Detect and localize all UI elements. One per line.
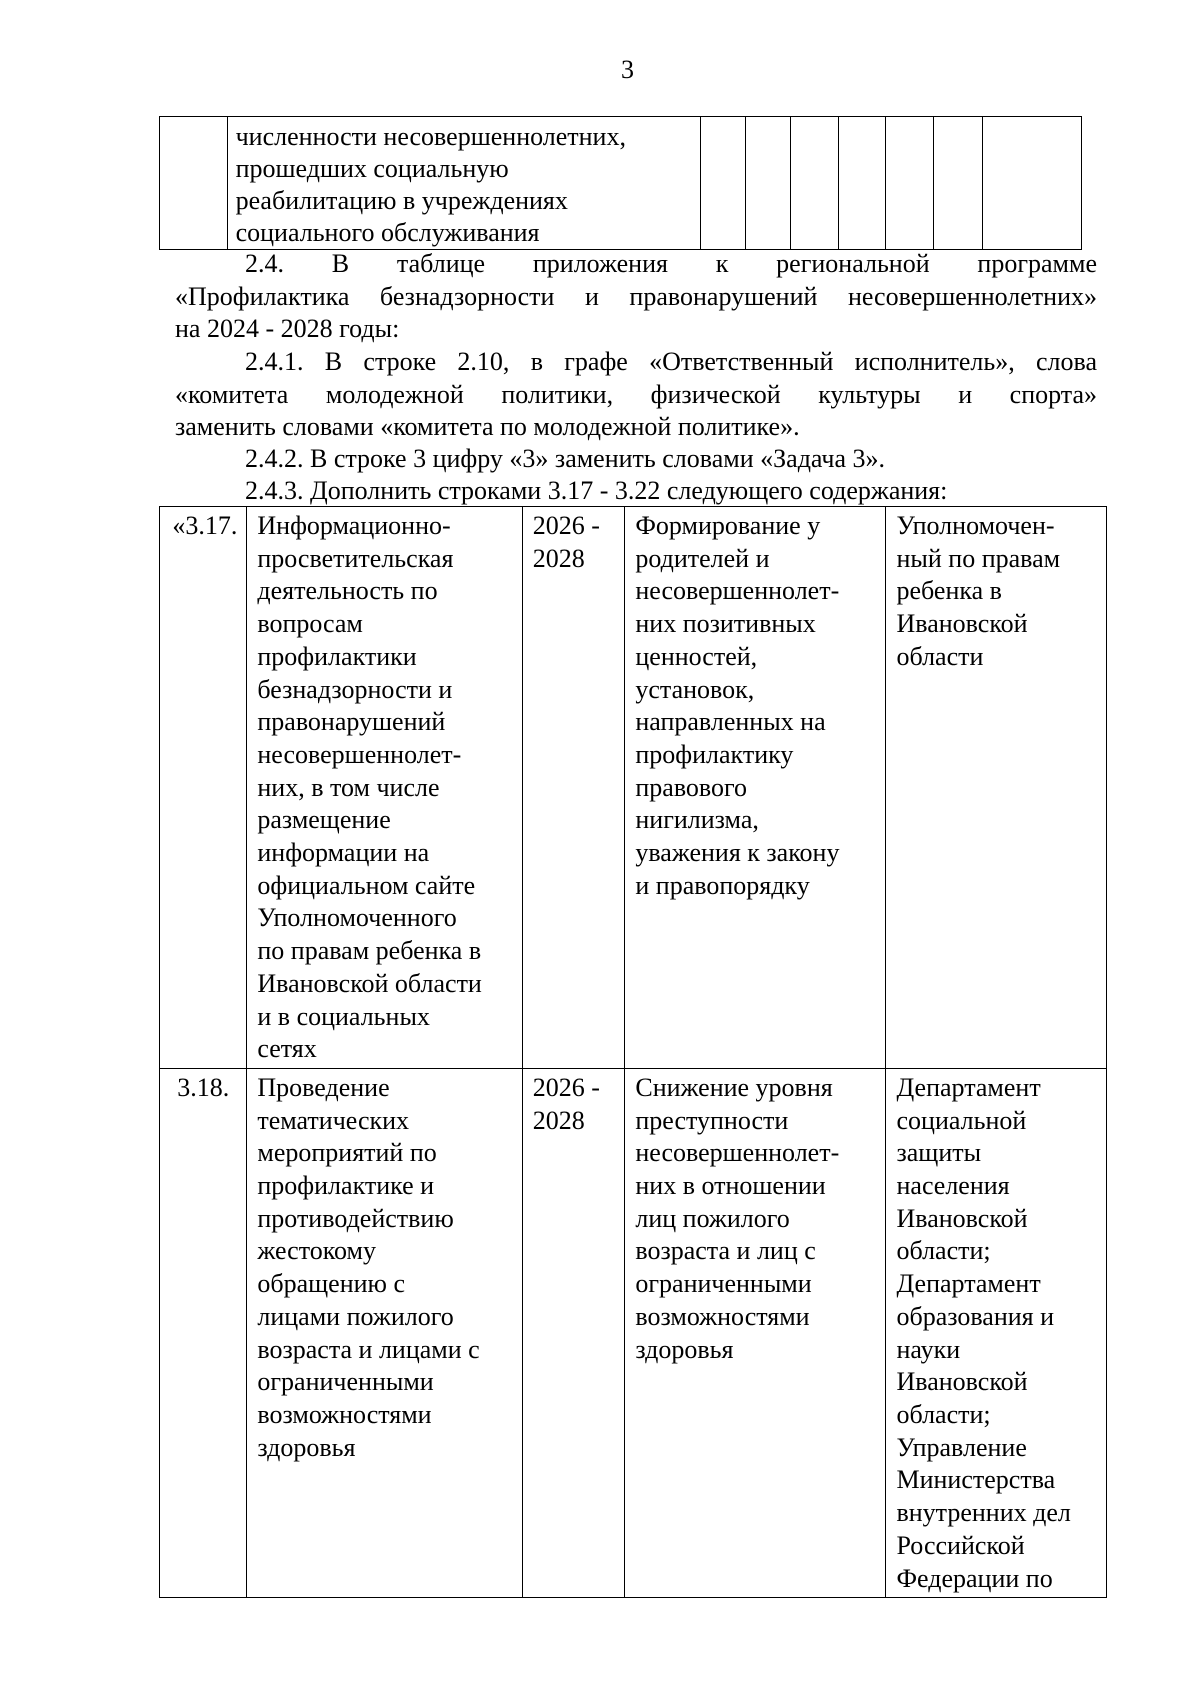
empty-cell: [886, 117, 933, 250]
cell-line: Департамент: [896, 1269, 1041, 1299]
cell-line: них, в том числе: [257, 772, 440, 802]
indicator-text-cell: [227, 117, 700, 250]
cell-line: науки: [896, 1334, 961, 1364]
cell-line: безнадзорности и: [257, 674, 453, 704]
cell-line: Ивановской: [896, 1203, 1028, 1233]
empty-cell: [933, 117, 982, 250]
paragraph-line: «комитета молодежной политики, физической культуры и спорта»: [175, 379, 1097, 409]
cell-line: защиты: [896, 1138, 982, 1168]
cell-line: Управление: [896, 1432, 1027, 1462]
cell-line: Формирование у: [635, 511, 821, 540]
cell-line: Снижение уровня: [635, 1072, 833, 1102]
cell-line: Уполномоченного: [257, 903, 457, 933]
result-cell: [625, 1068, 886, 1597]
cell-line: области: [896, 641, 984, 671]
cell-line: сетях: [257, 1034, 317, 1064]
cell-line: лиц пожилого: [635, 1203, 790, 1233]
cell-line: правонарушений: [257, 707, 446, 737]
activity-cell: [247, 507, 522, 1069]
cell-line: Российской: [896, 1530, 1025, 1560]
page-number: 3: [621, 55, 634, 84]
cell-line: 2026 -: [532, 1072, 600, 1102]
cell-line: возможностями: [257, 1399, 432, 1429]
cell-line: 2026 -: [532, 511, 600, 540]
paragraph-line: заменить словами «комитета по молодежной политике».: [175, 412, 800, 441]
cell-line: по правам ребенка в: [257, 936, 482, 966]
cell-line: 2028: [532, 1105, 585, 1135]
paragraph-2-4-1: [175, 346, 1097, 411]
paragraph-line: на 2024 - 2028 годы:: [175, 314, 400, 343]
row-number-cell: [160, 507, 247, 1069]
paragraph-line: «Профилактика безнадзорности и правонарушений несовершеннолетних»: [175, 281, 1097, 311]
row-number: «3.17.: [172, 511, 238, 540]
cell-line: направленных на: [635, 707, 826, 737]
indicator-line: численности несовершеннолетних,: [235, 122, 626, 151]
cell-line: и правопорядку: [635, 870, 810, 900]
cell-line: здоровья: [257, 1432, 356, 1462]
cell-line: профилактики: [257, 641, 417, 671]
cell-line: мероприятий по: [257, 1138, 437, 1168]
cell-line: образования и: [896, 1301, 1055, 1331]
cell-line: несовершеннолет-: [635, 1138, 840, 1168]
paragraph-2-4-3: [175, 475, 1097, 508]
table-row: [160, 507, 1107, 1069]
result-cell: [625, 507, 886, 1069]
cell-line: ограниченными: [257, 1367, 434, 1397]
cell-line: области;: [896, 1236, 991, 1266]
cell-line: области;: [896, 1399, 991, 1429]
cell-line: обращению с: [257, 1269, 405, 1299]
cell-line: профилактике и: [257, 1171, 435, 1201]
cell-line: ценностей,: [635, 641, 758, 671]
cell-line: преступности: [635, 1105, 789, 1135]
cell-line: и в социальных: [257, 1001, 430, 1031]
cell-line: лицами пожилого: [257, 1301, 454, 1331]
empty-cell: [983, 117, 1082, 250]
table-row: [160, 1068, 1107, 1597]
cell-line: профилактику: [635, 739, 794, 769]
cell-line: них в отношении: [635, 1171, 826, 1201]
cell-line: информации на: [257, 838, 430, 868]
cell-line: деятельность по: [257, 576, 438, 606]
cell-line: установок,: [635, 674, 755, 704]
executor-cell: [886, 507, 1107, 1069]
cell-line: Ивановской: [896, 609, 1028, 639]
paragraph-2-4-1-end: [175, 411, 1097, 444]
cell-line: населения: [896, 1171, 1010, 1201]
paragraph-line: 2.4.2. В строке 3 цифру «3» заменить словами «Задача 3».: [245, 444, 886, 473]
empty-cell: [746, 117, 791, 250]
cell-line: несовершеннолет-: [635, 576, 840, 606]
cell-line: несовершеннолет-: [257, 739, 462, 769]
cell-line: вопросам: [257, 609, 363, 639]
cell-line: Проведение: [257, 1072, 390, 1102]
program-table: [159, 506, 1107, 1598]
empty-cell: [838, 117, 885, 250]
paragraph-line: 2.4. В таблице приложения к региональной программе: [245, 249, 1097, 278]
indicator-line: реабилитацию в учреждениях: [235, 186, 568, 215]
cell-line: размещение: [257, 805, 391, 835]
cell-line: Ивановской области: [257, 968, 482, 998]
cell-line: здоровья: [635, 1334, 734, 1364]
cell-line: возраста и лицами с: [257, 1334, 480, 1364]
cell-line: официальном сайте: [257, 870, 476, 900]
paragraph-2-4-end: [175, 313, 1097, 346]
cell-line: социальной: [896, 1105, 1027, 1135]
cell-line: противодействию: [257, 1203, 454, 1233]
paragraph-2-4: [175, 248, 1097, 313]
cell-line: 2028: [532, 543, 585, 573]
cell-line: ограниченными: [635, 1269, 812, 1299]
cell-line: правового: [635, 772, 748, 802]
cell-line: Ивановской: [896, 1367, 1028, 1397]
paragraph-2-4-2: [175, 443, 1097, 476]
indicator-line: прошедших социальную: [235, 154, 509, 183]
continuation-table: [159, 116, 1082, 250]
years-cell: [522, 507, 625, 1069]
years-cell: [522, 1068, 625, 1597]
executor-cell: [886, 1068, 1107, 1597]
cell-line: Информационно-: [257, 511, 451, 540]
cell-line: Уполномочен-: [896, 511, 1055, 540]
row-number-cell: [160, 1068, 247, 1597]
cell-line: просветительская: [257, 543, 454, 573]
indicator-line: социального обслуживания: [235, 218, 540, 247]
empty-cell: [160, 117, 228, 250]
cell-line: возможностями: [635, 1301, 810, 1331]
cell-line: Департамент: [896, 1072, 1041, 1102]
empty-cell: [700, 117, 745, 250]
cell-line: уважения к закону: [635, 838, 840, 868]
paragraph-line: 2.4.3. Дополнить строками 3.17 - 3.22 следующего содержания:: [245, 476, 948, 505]
empty-cell: [791, 117, 838, 250]
cell-line: Федерации по: [896, 1563, 1053, 1593]
cell-line: родителей и: [635, 543, 770, 573]
cell-line: Министерства: [896, 1465, 1056, 1495]
cell-line: возраста и лиц с: [635, 1236, 816, 1266]
cell-line: тематических: [257, 1105, 410, 1135]
cell-line: нигилизма,: [635, 805, 759, 835]
cell-line: ребенка в: [896, 576, 1002, 606]
cell-line: них позитивных: [635, 609, 816, 639]
cell-line: ный по правам: [896, 543, 1061, 573]
activity-cell: [247, 1068, 522, 1597]
row-number: 3.18.: [177, 1072, 230, 1102]
paragraph-line: 2.4.1. В строке 2.10, в графе «Ответственный исполнитель», слова: [245, 347, 1097, 376]
cell-line: жестокому: [257, 1236, 377, 1266]
cell-line: внутренних дел: [896, 1498, 1071, 1528]
